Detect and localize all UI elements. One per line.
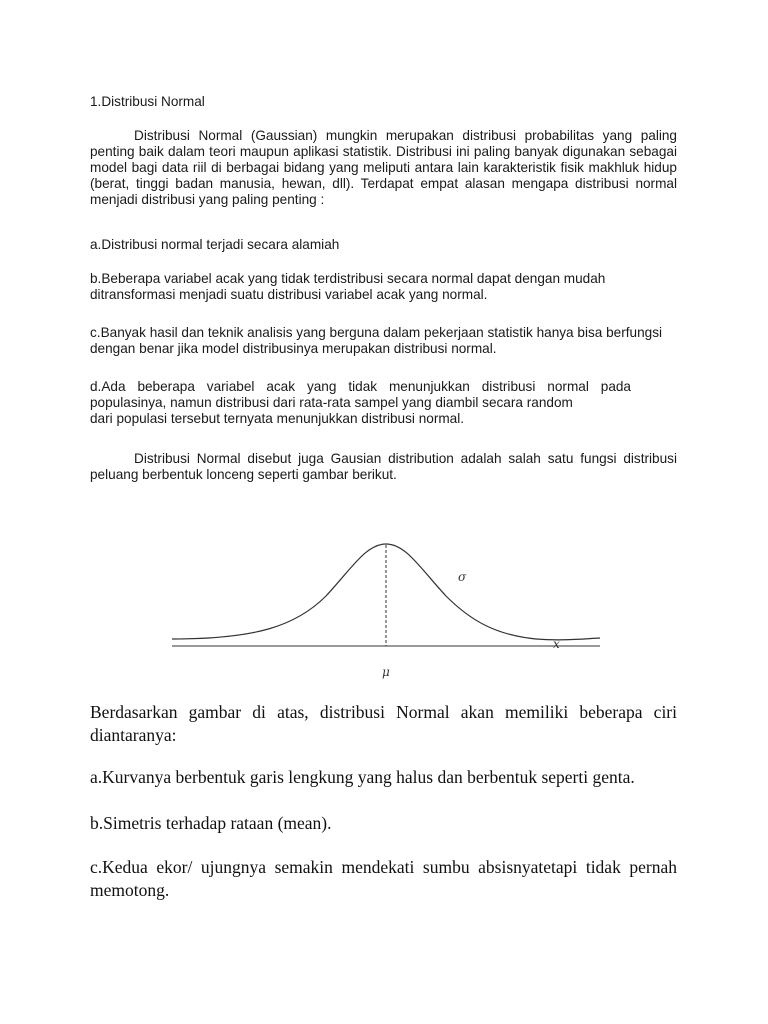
sigma-label: σ [458, 570, 467, 584]
intro-paragraph: Distribusi Normal (Gaussian) mungkin merupakan distribusi probabilitas yang paling penting baik dalam teori maupun aplikasi statistik. Distribusi ini paling banyak digunakan sebagai model bagi data riil di berbagai bidang yang meliputi antara lain karakteristik fisik makhluk hidup (berat, tinggi badan manusia, hewan, dll). Terdapat empat alasan mengapa distribusi normal menjadi distribusi yang paling penting : [90, 128, 677, 207]
gaussian-paragraph: Distribusi Normal disebut juga Gausian distribution adalah salah satu fungsi distribusi peluang berbentuk lonceng seperti gambar berikut. [90, 451, 677, 482]
section-heading: 1.Distribusi Normal [90, 94, 205, 109]
reason-d-line-1: d.Ada beberapa variabel acak yang tidak menunjukkan distribusi normal pada populasinya, namun distribusi dari rata-rata sampel yang diambil secara random [90, 379, 631, 410]
reason-a: a.Distribusi normal terjadi secara alamiah [90, 237, 340, 252]
characteristics-intro: Berdasarkan gambar di atas, distribusi Normal akan memiliki beberapa ciri diantaranya: [90, 702, 677, 745]
characteristic-b: b.Simetris terhadap rataan (mean). [90, 813, 332, 833]
mu-label: μ [382, 665, 390, 679]
reason-b: b.Beberapa variabel acak yang tidak terdistribusi secara normal dapat dengan mudah ditransformasi menjadi suatu distribusi variabel acak yang normal. [90, 271, 606, 302]
reason-c: c.Banyak hasil dan teknik analisis yang berguna dalam pekerjaan statistik hanya bisa berfungsi dengan benar jika model distribusinya merupakan distribusi normal. [90, 325, 663, 356]
reason-d-line-2: dari populasi tersebut ternyata menunjukkan distribusi normal. [90, 411, 465, 426]
bell-curve-diagram [166, 528, 606, 688]
x-label: x [553, 637, 560, 651]
characteristic-a: a.Kurvanya berbentuk garis lengkung yang halus dan berbentuk seperti genta. [90, 767, 635, 787]
normal-distribution-figure [166, 528, 606, 688]
characteristic-c: c.Kedua ekor/ ujungnya semakin mendekati sumbu absisnyatetapi tidak pernah memotong. [90, 857, 677, 900]
reason-d [90, 379, 677, 427]
